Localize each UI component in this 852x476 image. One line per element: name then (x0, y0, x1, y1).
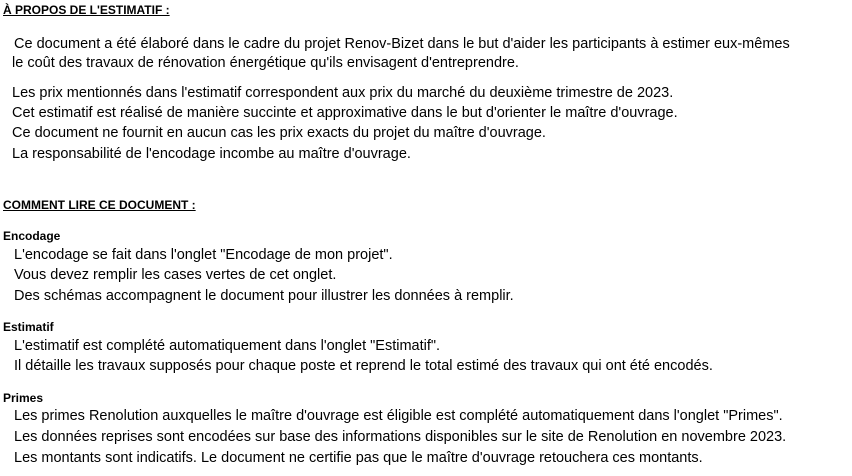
paragraph-line: Cet estimatif est réalisé de manière succinte et approximative dans le but d'orienter le maître d'ouvrage. (12, 105, 678, 121)
paragraph-line: le coût des travaux de rénovation énergétique qu'ils envisagent d'entreprendre. (12, 55, 519, 71)
paragraph-line: Les montants sont indicatifs. Le document ne certifie pas que le maître d'ouvrage retouchera ces montants. (14, 450, 703, 466)
paragraph-line: L'estimatif est complété automatiquement dans l'onglet "Estimatif". (14, 338, 441, 354)
subheading-encodage: Encodage (3, 229, 61, 243)
subheading-primes: Primes (3, 391, 44, 405)
subheading-estimatif: Estimatif (3, 320, 54, 334)
paragraph-line: Les données reprises sont encodées sur base des informations disponibles sur le site de Renolution en novembre 2023. (14, 429, 787, 445)
paragraph-line: Les primes Renolution auxquelles le maître d'ouvrage est éligible est complété automatiquement dans l'onglet "Primes". (14, 408, 783, 424)
paragraph-line: La responsabilité de l'encodage incombe au maître d'ouvrage. (12, 146, 411, 162)
paragraph-line: Les prix mentionnés dans l'estimatif correspondent aux prix du marché du deuxième trimestre de 2023. (12, 85, 674, 101)
paragraph-line: Des schémas accompagnent le document pour illustrer les données à remplir. (14, 288, 514, 304)
section-heading-how-to-read: COMMENT LIRE CE DOCUMENT : (3, 198, 196, 212)
paragraph-line: Vous devez remplir les cases vertes de cet onglet. (14, 267, 337, 283)
paragraph-line: Ce document a été élaboré dans le cadre du projet Renov-Bizet dans le but d'aider les participants à estimer eux-mêmes (14, 36, 790, 52)
section-heading-about: À PROPOS DE L'ESTIMATIF : (3, 3, 170, 17)
paragraph-line: Il détaille les travaux supposés pour chaque poste et reprend le total estimé des travaux qui ont été encodés. (14, 358, 713, 374)
paragraph-line: Ce document ne fournit en aucun cas les prix exacts du projet du maître d'ouvrage. (12, 125, 546, 141)
paragraph-line: L'encodage se fait dans l'onglet "Encodage de mon projet". (14, 247, 393, 263)
